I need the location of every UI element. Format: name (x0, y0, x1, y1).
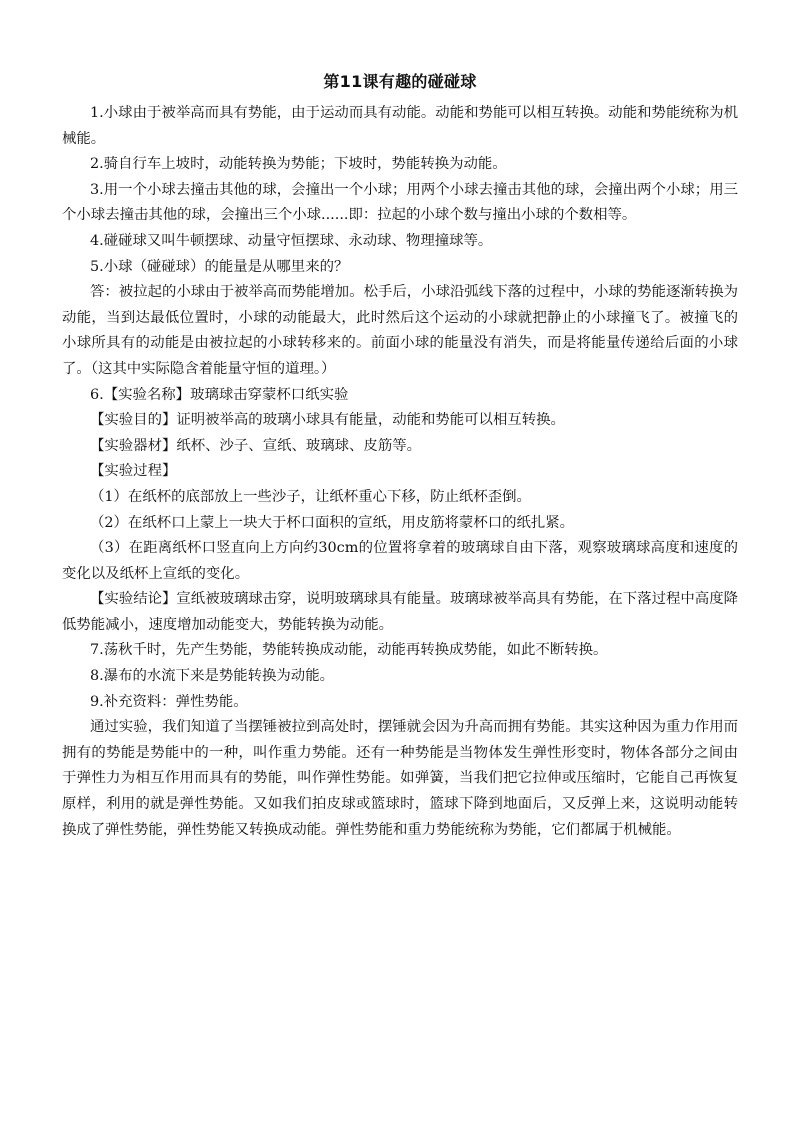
experiment-conclusion: 【实验结论】宣纸被玻璃球击穿，说明玻璃球具有能量。玻璃球被举高具有势能，在下落过程中高度降低势能减小，速度增加动能变大，势能转换为动能。 (62, 591, 738, 633)
answer-paragraph: 答：被拉起的小球由于被举高而势能增加。松手后，小球沿弧线下落的过程中，小球的势能逐渐转换为动能，当到达最低位置时，小球的动能最大，此时然后这个运动的小球就把静止的小球撞飞了。被撞飞的小球所具有的动能是由被拉起的小球转移来的。前面小球的能量没有消失，而是将能量传递给后面的小球了。（这其中实际隐含着能量守恒的道理。） (62, 284, 738, 377)
page-title: 第11课有趣的碰碰球 (323, 72, 477, 91)
paragraph-7: 7.荡秋千时，先产生势能，势能转换成动能，动能再转换成势能，如此不断转换。 (90, 642, 608, 659)
paragraph-1: 1.小球由于被举高而具有势能，由于运动而具有动能。动能和势能可以相互转换。动能和势能统称为机械能。 (62, 105, 738, 147)
elastic-energy-paragraph: 通过实验，我们知道了当摆锤被拉到高处时，摆锤就会因为升高而拥有势能。其实这种因为重力作用而拥有的势能是势能中的一种，叫作重力势能。还有一种势能是当物体发生弹性形变时，物体各部分之间由于弹性力为相互作用而具有的势能，叫作弹性势能。如弹簧，当我们把它拉伸或压缩时，它能自己再恢复原样，利用的就是弹性势能。又如我们拍皮球或篮球时，篮球下降到地面后，又反弹上来，这说明动能转换成了弹性势能，弹性势能又转换成动能。弹性势能和重力势能统称为势能，它们都属于机械能。 (62, 719, 738, 838)
paragraph-4: 4.碰碰球又叫牛顿摆球、动量守恒摆球、永动球、物理撞球等。 (90, 232, 493, 249)
experiment-step-2: （2）在纸杯口上蒙上一块大于杯口面积的宣纸，用皮筋将蒙杯口的纸扎紧。 (90, 514, 575, 531)
paragraph-5: 5.小球（碰碰球）的能量是从哪里来的？ (90, 258, 349, 275)
paragraph-2: 2.骑自行车上坡时，动能转换为势能；下坡时，势能转换为动能。 (90, 156, 507, 173)
experiment-materials: 【实验器材】纸杯、沙子、宣纸、玻璃球、皮筋等。 (90, 437, 421, 454)
experiment-purpose: 【实验目的】证明被举高的玻璃小球具有能量，动能和势能可以相互转换。 (90, 412, 565, 429)
experiment-name: 6.【实验名称】玻璃球击穿蒙杯口纸实验 (90, 386, 349, 403)
experiment-process-heading: 【实验过程】 (90, 463, 177, 480)
paragraph-3: 3.用一个小球去撞击其他的球，会撞出一个小球；用两个小球去撞击其他的球，会撞出两个小球；用三个小球去撞击其他的球，会撞出三个小球......即：拉起的小球个数与撞出小球的个数相等。 (62, 181, 738, 224)
document-page (62, 70, 738, 843)
experiment-step-1: （1）在纸杯的底部放上一些沙子，让纸杯重心下移，防止纸杯歪倒。 (90, 488, 531, 505)
experiment-step-3: （3）在距离纸杯口竖直向上方向约30cm的位置将拿着的玻璃球自由下落，观察玻璃球高度和速度的变化以及纸杯上宣纸的变化。 (62, 540, 738, 582)
paragraph-9: 9.补充资料：弹性势能。 (90, 693, 248, 710)
paragraph-8: 8.瀑布的水流下来是势能转换为动能。 (90, 668, 334, 685)
